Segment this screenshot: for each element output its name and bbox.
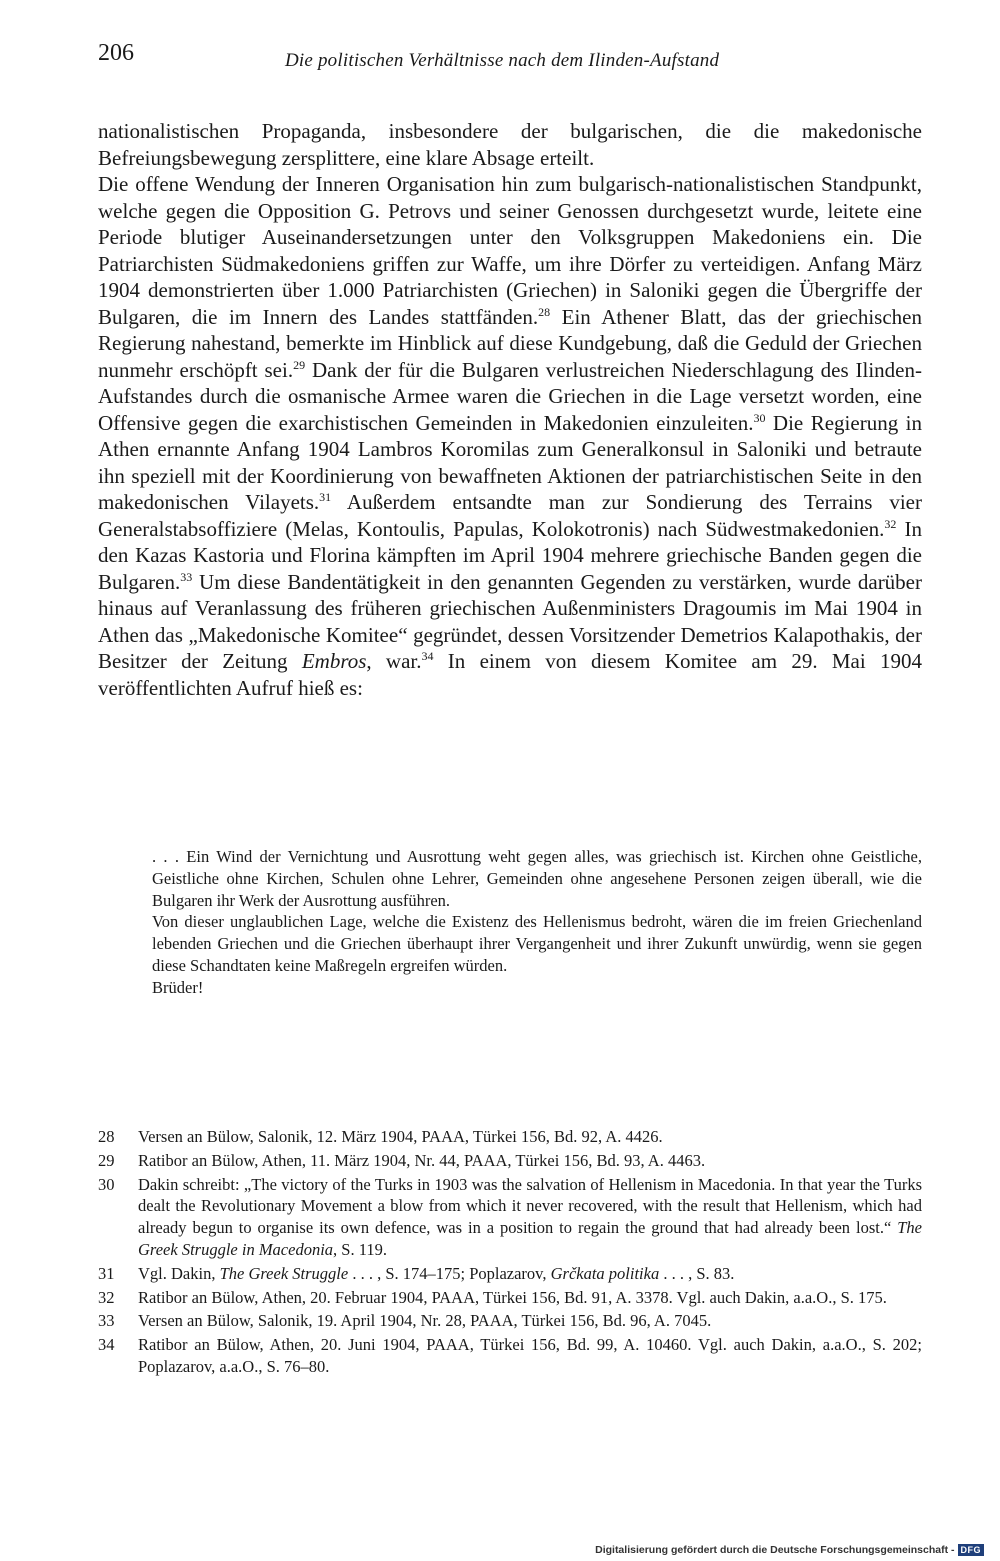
quote-paragraph-1: . . . Ein Wind der Vernichtung und Ausrottung weht gegen alles, was griechisch ist. Kirchen ohne Geistliche, Geistliche ohne Kirchen, Schulen ohne Lehrer, Gemeinden ohne angesehene Personen zeigen überall, wie die Bulgaren ihr Werk der Ausrottung ausführen.	[152, 847, 922, 910]
text-segment: . . . , S. 83.	[659, 1263, 735, 1283]
book-title: The Greek Struggle in Macedonia	[138, 1218, 922, 1259]
footnote-ref-32[interactable]: 32	[884, 516, 897, 531]
text-segment: Ein Athener Blatt, das der griechischen Regierung nahestand, bemerkte im Hinblick auf diese Kundgebung, daß die Geduld der Griechen nunmehr erschöpft sei.	[98, 304, 922, 382]
text-segment: Außerdem entsandte man zur Sondierung des Terrains vier Generalstabsoffiziere (Melas, Kontoulis, Papulas, Kolokotronis) nach Südwestmakedonien.	[98, 490, 922, 541]
footnote-ref-29[interactable]: 29	[293, 357, 306, 372]
footnote-ref-30[interactable]: 30	[753, 410, 766, 425]
footnote-number: 28	[98, 1127, 115, 1146]
footnote-text	[138, 1174, 922, 1261]
text-segment: , war.	[366, 649, 422, 673]
footnotes	[98, 1126, 922, 1380]
running-title: Die politischen Verhältnisse nach dem Ilinden-Aufstand	[285, 50, 720, 71]
quote-paragraph-3: Brüder!	[152, 977, 204, 997]
text-segment: Dank der für die Bulgaren verlustreichen Niederschlagung des Ilinden-Aufstandes durch die osmanische Armee waren die Griechen in die Lage versetzt worden, eine Offensive gegen die exarchistischen Gemeinden in Makedonien einzuleiten.	[98, 357, 922, 435]
book-title: Grčkata politika	[550, 1263, 660, 1283]
dfg-logo: DFG	[958, 1544, 985, 1556]
footnote-number: 31	[98, 1263, 115, 1283]
footnote-ref-33[interactable]: 33	[180, 569, 193, 584]
quote-paragraph-2: Von dieser unglaublichen Lage, welche die Existenz des Hellenismus bedroht, wären die im freien Griechenland lebenden Griechen und die Griechen überhaupt ihrer Vergangenheit und ihrer Zukunft unwürdig, wenn sie gegen diese Schandtaten keine Maßregeln ergreifen würden.	[152, 912, 922, 975]
footnote-31	[98, 1263, 922, 1285]
text-segment: Vgl. Dakin,	[138, 1263, 220, 1283]
footnote-ref-28[interactable]: 28	[538, 304, 551, 319]
paragraph-2	[98, 171, 922, 701]
digitization-footer	[595, 1544, 984, 1556]
footnote-30	[98, 1174, 922, 1261]
text-segment: Um diese Bandentätigkeit in den genannten Gegenden zu verstärken, wurde darüber hinaus auf Veranlassung des früheren griechischen Außenministers Dragoumis im Mai 1904 in Athen das „Makedonische Komitee“ gegründet, dessen Vorsitzender Demetrios Kalapothakis, der Besitzer der Zeitung	[98, 569, 922, 673]
text-segment: Dakin schreibt: „The victory of the Turks in 1903 was the salvation of Hellenism in Macedonia. In that year the Turks dealt the Revolutionary Movement a blow from which it never recovered, with the result that Hellenism, which had already begun to organise its own defence, was in a position to regain the ground that had already been lost.“	[138, 1174, 922, 1238]
footnote-28	[98, 1126, 922, 1148]
block-quote	[152, 846, 922, 999]
footnote-text: Ratibor an Bülow, Athen, 20. Juni 1904, PAAA, Türkei 156, Bd. 99, A. 10460. Vgl. auch Dakin, a.a.O., S. 202; Poplazarov, a.a.O., S. 76–80.	[138, 1335, 922, 1376]
footnote-text: Ratibor an Bülow, Athen, 11. März 1904, Nr. 44, PAAA, Türkei 156, Bd. 93, A. 4463.	[138, 1150, 706, 1170]
text-segment: . . . , S. 174–175; Poplazarov,	[348, 1263, 551, 1283]
footnote-ref-34[interactable]: 34	[421, 649, 434, 663]
footnote-number: 30	[98, 1174, 115, 1194]
text-segment: Die Regierung in Athen ernannte Anfang 1904 Lambros Koromilas zum Generalkonsul in Saloniki und betraute ihn speziell mit der Koordinierung von bewaffneten Aktionen der patriarchistischen Seite in den makedonischen Vilayets.	[98, 410, 923, 514]
footnote-33	[98, 1310, 922, 1332]
footnote-number: 32	[98, 1287, 115, 1307]
footnote-text: Versen an Bülow, Salonik, 19. April 1904, Nr. 28, PAAA, Türkei 156, Bd. 96, A. 7045.	[138, 1311, 712, 1331]
paragraph-1: nationalistischen Propaganda, insbesondere der bulgarischen, die die makedonische Befreiungsbewegung zersplittere, eine klare Absage erteilt.	[98, 119, 922, 170]
footnote-text: Ratibor an Bülow, Athen, 20. Februar 1904, PAAA, Türkei 156, Bd. 91, A. 3378. Vgl. auch Dakin, a.a.O., S. 175.	[138, 1287, 887, 1307]
text-segment: , S. 119.	[333, 1239, 387, 1259]
footnote-text: Versen an Bülow, Salonik, 12. März 1904, PAAA, Türkei 156, Bd. 92, A. 4426.	[138, 1127, 663, 1146]
footnote-number: 34	[98, 1335, 115, 1355]
footnote-number: 29	[98, 1150, 115, 1170]
footnote-ref-31[interactable]: 31	[319, 490, 332, 504]
footnote-29	[98, 1150, 922, 1172]
main-text	[98, 118, 922, 701]
funding-note: Digitalisierung gefördert durch die Deutsche Forschungsgemeinschaft -	[595, 1544, 955, 1556]
footnote-text	[138, 1263, 922, 1285]
footnote-number: 33	[98, 1311, 115, 1331]
text-segment: In einem von diesem Komitee am 29. Mai 1904 veröffentlichten Aufruf hieß es:	[98, 649, 922, 700]
text-segment: Die offene Wendung der Inneren Organisation hin zum bulgarisch-nationalistischen Standpunkt, welche gegen die Opposition G. Petrovs und seiner Genossen durchgesetzt wurde, leitete eine Periode blutiger Auseinandersetzungen unter den Volksgruppen Makedoniens ein. Die Patriarchisten Südmakedoniens griffen zur Waffe, um ihre Dörfer zu verteidigen. Anfang März 1904 demonstrierten über 1.000 Patriarchisten (Griechen) in Saloniki gegen die Übergriffe der Bulgaren, die im Innern des Landes stattfänden.	[98, 172, 922, 329]
newspaper-title: Embros	[301, 649, 367, 673]
page-number: 206	[98, 40, 134, 66]
book-title: The Greek Struggle	[219, 1263, 349, 1283]
text-segment: In den Kazas Kastoria und Florina kämpften im April 1904 mehrere griechische Banden gegen die Bulgaren.	[98, 516, 922, 594]
footnote-32	[98, 1287, 922, 1309]
footnote-34	[98, 1334, 922, 1378]
